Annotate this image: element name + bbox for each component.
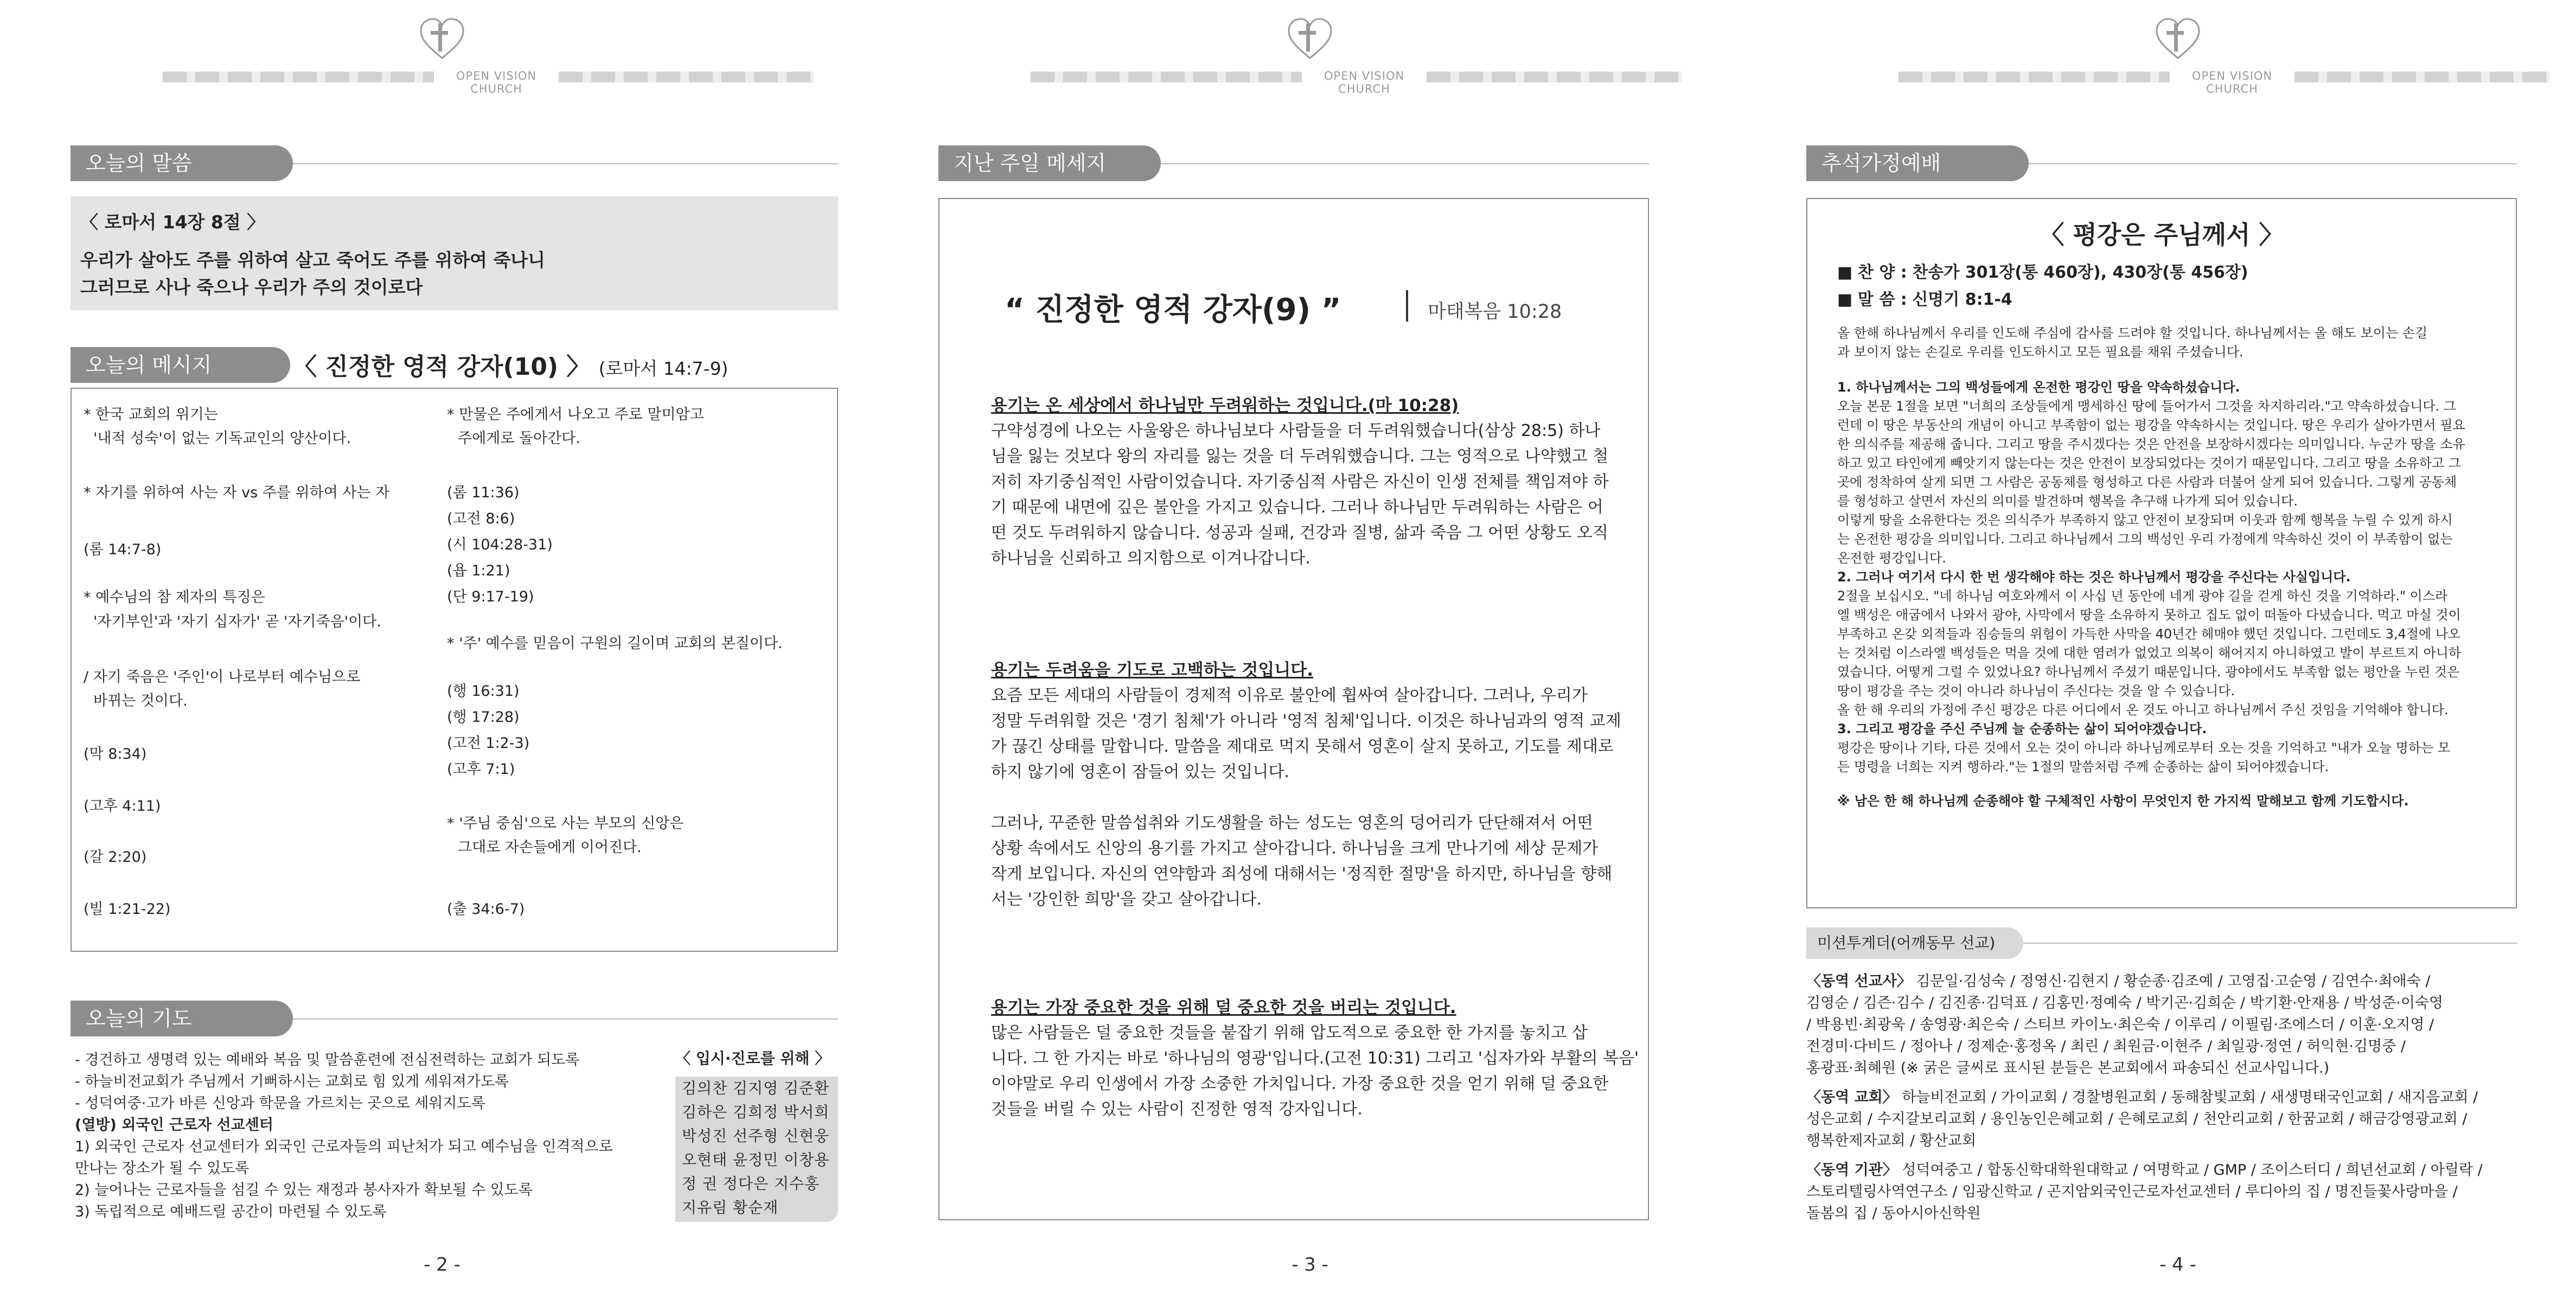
point-heading: 3. 그리고 평강을 주신 주님께 늘 순종하는 삶이 되어야겠습니다. <box>1837 721 2207 736</box>
header-bar-left <box>163 72 434 82</box>
entrance-title: 〈 입시·진로를 위해 〉 <box>675 1049 830 1067</box>
page-number: - 3 - <box>1292 1254 1328 1276</box>
outline-right-13: 그대로 자손들에게 이어진다. <box>458 839 642 856</box>
body-line: 구약성경에 나오는 사울왕은 하나님보다 사람들을 더 두려워했습니다(삼상 28:5) 하나 <box>991 421 1601 440</box>
tab-divider <box>2029 163 2517 164</box>
body-line: 기 때문에 내면에 깊은 불안을 가지고 있습니다. 그러나 하나님만 두려워하는 사람은 어 <box>991 498 1603 517</box>
message-tab: 오늘의 메시지 <box>71 347 290 383</box>
body-line: 서는 '강인한 희망'을 갖고 살아갑니다. <box>991 890 1262 909</box>
mission-line: 스토리텔링사역연구소 / 임광신학교 / 곤지암외국인근로자선교센터 / 루디아의 집 / 명진들꽃사랑마을 / <box>1806 1183 2458 1200</box>
outline-right-5: (욥 1:21) <box>447 562 510 579</box>
scripture-value: 신명기 8:1-4 <box>1912 290 2012 309</box>
church-logo-icon <box>418 14 466 62</box>
point-line: 든 명령을 너희는 지켜 행하라."는 1절의 말씀처럼 주께 순종하는 삶이 되어야겠습니다. <box>1837 759 2329 774</box>
mission-line: 돌봄의 집 / 동아시아신학원 <box>1806 1205 1981 1222</box>
section-body <box>991 418 1609 571</box>
church-name: OPEN VISION CHURCH <box>1324 69 1405 95</box>
body-line: 상황 속에서도 신앙의 용기를 가지고 살아갑니다. 하나님을 크게 만나기에 세상 문제가 <box>991 839 1599 858</box>
point-line: 였습니다. 어떻게 그럴 수 있었나요? 하나님께서 주셨기 때문입니다. 광야에서도 부족함 없는 평안을 누린 것은 <box>1837 664 2460 680</box>
verse-line-2: 그러므로 사나 죽으나 우리가 주의 것이로다 <box>80 277 423 298</box>
sermon-reference: 마태복음 10:28 <box>1428 301 1562 323</box>
hymn-row <box>1837 259 2248 283</box>
entrance-names-row: 김하은 김희정 박서희 <box>682 1103 830 1121</box>
church-name: OPEN VISION CHURCH <box>2191 69 2273 95</box>
worship-title: 〈 평강은 주님께서 〉 <box>2039 220 2284 249</box>
page-header <box>43 14 841 95</box>
point-heading: 1. 하나님께서는 그의 백성들에게 온전한 평강인 땅을 약속하셨습니다. <box>1837 380 2240 395</box>
mission-line: 전경미·다비드 / 정아나 / 정제순·홍정옥 / 최린 / 최원금·이현주 / 최일광·정연 / 허익현·김명중 / <box>1806 1038 2406 1055</box>
closing-note: ※ 남은 한 해 하나님께 순종해야 할 구체적인 사항이 무엇인지 한 가지씩 말해보고 함께 기도합시다. <box>1837 793 2409 809</box>
header-bar-right <box>2294 72 2549 82</box>
outline-left-0: * 한국 교회의 위기는 <box>84 406 218 423</box>
outline-left-11: (빌 1:21-22) <box>84 901 171 918</box>
body-line: 요즘 모든 세대의 사람들이 경제적 이유로 불안에 휩싸여 살아갑니다. 그러나, 우리가 <box>991 686 1588 705</box>
body-line: 가 끊긴 상태를 말합니다. 말씀을 제대로 먹지 못해서 영혼이 살지 못하고, 기도를 제대로 <box>991 737 1614 756</box>
outline-right-12: * '주님 중심'으로 사는 부모의 신앙은 <box>447 815 684 832</box>
point-line: 2절을 보십시오. "네 하나님 여호와께서 이 사십 년 동안에 네게 광야 길을 걷게 하신 것을 기억하라." 이스라 <box>1837 588 2448 604</box>
outline-right-10: (고전 1:2-3) <box>447 735 530 752</box>
bullet-icon: ■ <box>1837 263 1853 282</box>
intro-line: 올 한해 하나님께서 우리를 인도해 주심에 감사를 드려야 할 것입니다. 하나님께서는 올 해도 보이는 손길 <box>1837 325 2428 341</box>
body-line: 그러나, 꾸준한 말씀섭취와 기도생활을 하는 성도는 영혼의 덩어리가 단단해져서 어떤 <box>991 813 1593 832</box>
outline-left-6: / 자기 죽음은 '주인'이 나로부터 예수님으로 <box>84 669 361 686</box>
point-line: 는 것처럼 이스라엘 백성들은 먹을 것에 대한 염려가 없었고 의복이 해어지지 아니하였고 발이 부르트지 아니하 <box>1837 645 2462 661</box>
sermon-section-2 <box>991 656 1621 912</box>
mission-line: 김영순 / 김즌·김수 / 김진종·김덕표 / 김홍민·정예숙 / 박기곤·김희순 / 박기환·안재용 / 박성준·이숙영 <box>1806 995 2444 1011</box>
header-bar-right <box>1427 72 1682 82</box>
entrance-names-row: 정 권 정다은 지수홍 <box>682 1175 820 1193</box>
outline-left-2: * 자기를 위하여 사는 자 vs 주를 위하여 사는 자 <box>84 484 390 501</box>
body-line: 작게 보입니다. 자신의 연약함과 죄성에 대해서는 '정직한 절망'을 하지만, 하나님을 향해 <box>991 864 1613 883</box>
prayer-line: 3) 독립적으로 예배드릴 공간이 마련될 수 있도록 <box>75 1203 387 1220</box>
entrance-names-row: 박성진 선주형 신현웅 <box>682 1127 830 1145</box>
outline-right-8: (행 16:31) <box>447 683 520 700</box>
outline-right-14: (출 34:6-7) <box>447 901 525 918</box>
page-4 <box>1779 0 2576 1294</box>
header-bar-left <box>1899 72 2170 82</box>
outline-right-1: 주에게로 돌아간다. <box>458 430 580 447</box>
page-number: - 4 - <box>2159 1254 2196 1276</box>
header-bar-left <box>1031 72 1302 82</box>
church-logo-icon <box>1286 14 1334 62</box>
chuseok-worship-tab: 추석가정예배 <box>1806 145 2029 181</box>
mission-line: / 박용빈·최광욱 / 송영광·최은숙 / 스티브 카이노·최은숙 / 이루리 / 이필림·조에스더 / 이훈·오지영 / <box>1806 1016 2434 1033</box>
church-name: OPEN VISION CHURCH <box>456 69 537 95</box>
tab-divider <box>1161 163 1649 164</box>
section-body <box>991 683 1621 912</box>
mission-group-missionaries <box>1806 971 2528 1079</box>
mission-line: 김문일·김성숙 / 정영신·김현지 / 황순종·김조예 / 고영집·고순영 / 김연수·최애숙 / <box>1916 973 2431 990</box>
prayer-line: - 경건하고 생명력 있는 예배와 복음 및 말씀훈련에 전심전력하는 교회가 되도록 <box>75 1052 580 1068</box>
point-line: 이렇게 땅을 소유한다는 것은 의식주가 부족하지 않고 안전이 보장되며 이웃과 함께 행복을 누릴 수 있게 하시 <box>1837 513 2453 528</box>
body-line: 떤 것도 두려워하지 않습니다. 성공과 실패, 건강과 질병, 삶과 죽음 그 어떤 상황도 오직 <box>991 523 1608 542</box>
section-heading: 용기는 온 세상에서 하나님만 두려워하는 것입니다.(마 10:28) <box>991 396 1459 415</box>
header-bar-right <box>559 72 814 82</box>
outline-right-2: (롬 11:36) <box>447 484 520 501</box>
outline-left-9: (고후 4:11) <box>84 798 161 815</box>
section-heading: 용기는 가장 중요한 것을 위해 덜 중요한 것을 버리는 것입니다. <box>991 998 1456 1017</box>
tab-divider <box>2023 943 2517 944</box>
outline-right-9: (행 17:28) <box>447 709 520 726</box>
prayer-line: 만나는 장소가 될 수 있도록 <box>75 1160 250 1177</box>
church-logo-icon <box>2153 14 2202 62</box>
outline-left-5: '자기부인'과 '자기 십자가' 곧 '자기죽음'이다. <box>93 613 381 630</box>
point-line: 온전한 평강입니다. <box>1837 550 1946 566</box>
body-line: 니다. 그 한 가지는 바로 '하나님의 영광'입니다.(고전 10:31) 그리고 '십자가와 부활의 복음' <box>991 1049 1639 1068</box>
body-line: 하지 않기에 영혼이 잠들어 있는 것입니다. <box>991 763 1289 781</box>
last-sermon-tab: 지난 주일 메세지 <box>938 145 1161 181</box>
mission-group-institutions <box>1806 1160 2528 1225</box>
outline-right-11: (고후 7:1) <box>447 761 515 778</box>
sermon-section-1 <box>991 392 1609 571</box>
entrance-names-box <box>675 1077 838 1222</box>
verse-line-1: 우리가 살아도 주를 위하여 살고 죽어도 주를 위하여 죽나니 <box>80 249 545 271</box>
page-number: - 2 - <box>424 1254 461 1276</box>
sermon-title: “ 진정한 영적 강자(9) ” <box>1005 292 1341 328</box>
outline-right-3: (고전 8:6) <box>447 510 515 527</box>
mission-list <box>1806 971 2528 1225</box>
page-2 <box>43 0 841 1294</box>
page-header <box>1779 14 2576 95</box>
entrance-names-row: 김의찬 김지영 김준환 <box>682 1079 830 1097</box>
mission-line: 홍광표·최혜원 (※ 굵은 글씨로 표시된 분들은 본교회에서 파송되신 선교사입니다.) <box>1806 1060 2330 1077</box>
outline-right-6: (단 9:17-19) <box>447 588 534 605</box>
prayer-line: - 하늘비전교회가 주님께서 기뻐하시는 교회로 힘 있게 세워져가도록 <box>75 1073 509 1090</box>
group-label: 〈동역 선교사〉 <box>1806 973 1912 990</box>
point-line: 엘 백성은 애굽에서 나와서 광야, 사막에서 땅을 소유하지 못하고 집도 없이 떠돌아 다녔습니다. 먹고 마실 것이 <box>1837 607 2461 623</box>
entrance-names-row: 오현태 윤정민 이창용 <box>682 1151 830 1169</box>
group-label: 〈동역 교회〉 <box>1806 1089 1897 1106</box>
body-line: 이야말로 우리 인생에서 가장 소중한 가치입니다. 가장 중요한 것을 얻기 위해 덜 중요한 <box>991 1074 1609 1093</box>
outline-left-3: (롬 14:7-8) <box>84 541 162 558</box>
body-line: 많은 사람들은 덜 중요한 것들을 붙잡기 위해 압도적으로 중요한 한 가지를 놓치고 삽 <box>991 1023 1588 1042</box>
point-line: 올 한 해 우리의 가정에 주신 평강은 다른 어디에서 온 것도 아니고 하나님께서 주신 것임을 기억해야 합니다. <box>1837 702 2449 718</box>
section-body <box>991 1020 1639 1122</box>
body-line <box>991 785 1609 810</box>
point-line: 오늘 본문 1절을 보면 "너희의 조상들에게 맹세하신 땅에 들어가서 그것을 차지하리라."고 약속하셨습니다. 그 <box>1837 399 2457 414</box>
title-separator <box>1406 290 1408 322</box>
prayer-line: 2) 늘어나는 근로자들을 섬길 수 있는 재정과 봉사자가 확보될 수 있도록 <box>75 1182 533 1199</box>
point-line: 는 온전한 평강을 의미입니다. 그리고 하나님께서 그의 백성인 우리 가정에게 약속하신 것이 이 부족함이 없는 <box>1837 531 2453 547</box>
hymn-value: 찬송가 301장(통 460장), 430장(통 456장) <box>1912 263 2248 282</box>
message-outline-box <box>71 388 838 952</box>
today-word-tab: 오늘의 말씀 <box>71 145 293 181</box>
message-title-text: 〈 진정한 영적 강자(10) 〉 <box>293 353 591 381</box>
mission-together-tab: 미션투게더(어깨동무 선교) <box>1806 927 2023 959</box>
body-line: 것들을 버릴 수 있는 사람이 진정한 영적 강자입니다. <box>991 1100 1363 1119</box>
outline-right-0: * 만물은 주에게서 나오고 주로 말미암고 <box>447 406 704 423</box>
outline-right-4: (시 104:28-31) <box>447 536 553 553</box>
page-3 <box>911 0 1709 1294</box>
outline-right-7: * '주' 예수를 믿음이 구원의 길이며 교회의 본질이다. <box>447 635 783 652</box>
mission-line: 행복한제자교회 / 황산교회 <box>1806 1132 1977 1149</box>
group-label: 〈동역 기관〉 <box>1806 1162 1897 1178</box>
bullet-icon: ■ <box>1837 290 1853 309</box>
outline-left-4: * 예수님의 참 제자의 특징은 <box>84 589 265 606</box>
entrance-names-row: 지유림 황순재 <box>682 1199 779 1216</box>
point-line: 런데 이 땅은 부동산의 개념이 아니고 부족함이 없는 평강을 약속하시는 것입니다. 땅은 우리가 살아가면서 필요 <box>1837 418 2465 433</box>
prayer-line: 1) 외국인 근로자 선교센터가 외국인 근로자들의 피난처가 되고 예수님을 인격적으로 <box>75 1138 613 1155</box>
outline-left-7: 바뀌는 것이다. <box>93 693 188 709</box>
point-line: 곳에 정착하여 살게 되면 그 사람은 공동체를 형성하고 다른 사람과 더불어 살게 되어 있습니다. 그렇게 공동체 <box>1837 475 2457 490</box>
prayer-list <box>75 1049 650 1223</box>
point-line: 부족하고 온갖 외적들과 짐승들의 위험이 가득한 사막을 40년간 헤매야 했던 것입니다. 그런데도 3,4절에 나오 <box>1837 626 2461 642</box>
point-heading: 2. 그러나 여기서 다시 한 번 생각해야 하는 것은 하나님께서 평강을 주신다는 사실입니다. <box>1837 569 2351 585</box>
point-line: 땅이 평강을 주는 것이 아니라 하나님이 주신다는 것을 알 수 있습니다. <box>1837 683 2235 699</box>
verse-box <box>71 196 838 310</box>
point-line: 를 형성하고 살면서 자신의 의미를 발견하며 행복을 추구해 나가게 되어 있습니다. <box>1837 494 2298 509</box>
outline-left-8: (막 8:34) <box>84 746 147 763</box>
point-line: 하고 있고 타인에게 빼앗기지 않는다는 것은 안전이 보장되었다는 것이기 때문입니다. 그리고 땅을 소유하고 그 <box>1837 456 2462 471</box>
mission-line: 성은교회 / 수지갈보리교회 / 용인농인은혜교회 / 은혜로교회 / 천안리교회 / 한꿈교회 / 해금강영광교회 / <box>1806 1111 2468 1128</box>
body-line: 저히 자기중심적인 사람이었습니다. 자기중심적 사람은 자신이 인생 전체를 책임져야 하 <box>991 472 1609 491</box>
tab-divider <box>293 1018 838 1020</box>
message-reference: (로마서 14:7-9) <box>598 358 728 379</box>
outline-left-10: (갈 2:20) <box>84 849 147 866</box>
sermon-box <box>938 198 1649 1220</box>
intro-line: 과 보이지 않는 손길로 우리를 인도하시고 모든 필요를 채워 주셨습니다. <box>1837 344 2243 360</box>
outline-left-1: '내적 성숙'이 없는 기독교인의 양산이다. <box>93 430 351 447</box>
worship-body <box>1837 324 2499 811</box>
mission-group-churches <box>1806 1087 2528 1152</box>
point-line: 한 의식주를 제공해 줍니다. 그리고 땅을 주시겠다는 것은 안전을 보장하시겠다는 의미입니다. 누군가 땅을 소유 <box>1837 437 2465 452</box>
mission-line: 하늘비전교회 / 가이교회 / 경찰병원교회 / 동해참빛교회 / 새생명태국인교회 / 새지음교회 / <box>1902 1089 2478 1106</box>
scripture-label: 말 씀 : <box>1857 290 1907 309</box>
page-header <box>911 14 1709 95</box>
tab-divider <box>293 163 838 164</box>
message-title <box>293 347 728 382</box>
point-line: 평강은 땅이나 기타, 다른 것에서 오는 것이 아니라 하나님께로부터 오는 것을 기억하고 "내가 오늘 명하는 모 <box>1837 740 2451 755</box>
hymn-label: 찬 양 : <box>1857 263 1907 282</box>
prayer-subheading: (열방) 외국인 근로자 선교센터 <box>75 1117 273 1133</box>
section-heading: 용기는 두려움을 기도로 고백하는 것입니다. <box>991 661 1313 680</box>
sermon-section-3 <box>991 994 1639 1122</box>
body-line: 하나님을 신뢰하고 의지함으로 이겨나갑니다. <box>991 549 1311 568</box>
chuseok-worship-box <box>1806 198 2517 908</box>
body-line: 정말 두려워할 것은 '경기 침체'가 아니라 '영적 침체'입니다. 이것은 하나님과의 영적 교제 <box>991 712 1621 731</box>
prayer-line: - 성덕여중·고가 바른 신앙과 학문을 가르치는 곳으로 세워지도록 <box>75 1095 485 1112</box>
prayer-tab: 오늘의 기도 <box>71 1001 293 1036</box>
verse-reference: 〈 로마서 14장 8절 〉 <box>80 212 265 233</box>
body-line: 님을 잃는 것보다 왕의 자리를 잃는 것을 더 두려워했습니다. 그는 영적으로 나약했고 철 <box>991 447 1609 466</box>
scripture-row <box>1837 286 2012 310</box>
mission-line: 성덕여중고 / 합동신학대학원대학교 / 여명학교 / GMP / 조이스터디 / 희년선교회 / 아릴락 / <box>1902 1162 2483 1178</box>
